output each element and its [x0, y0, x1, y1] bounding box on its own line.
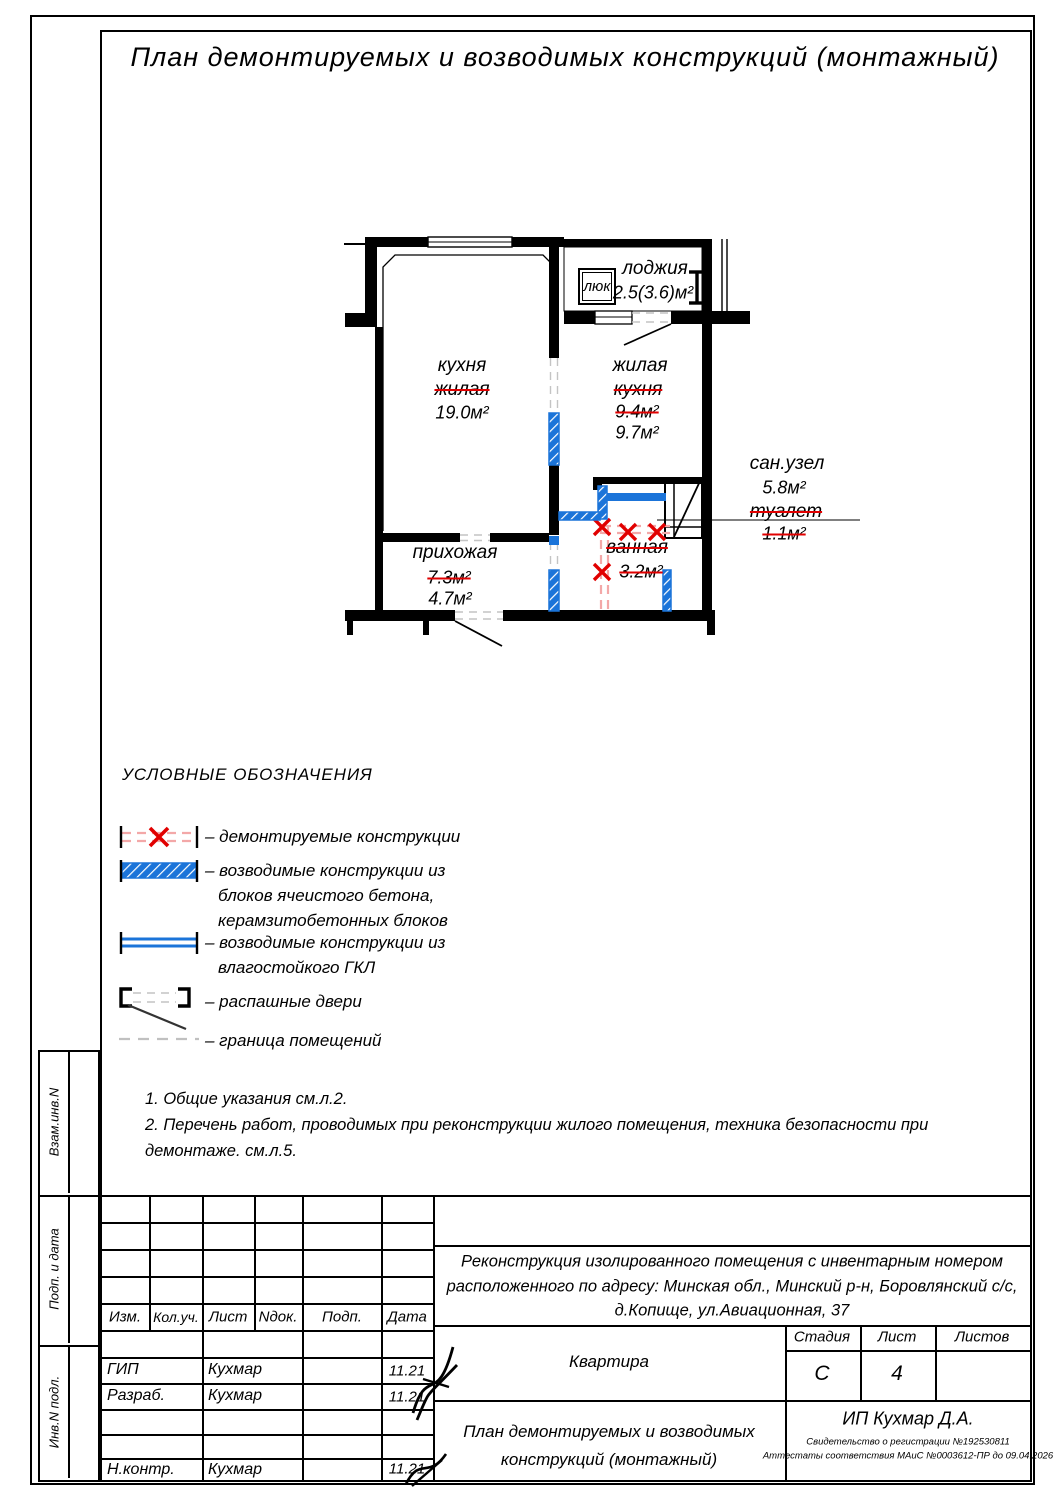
stamp-doc-line1: План демонтируемых и возводимых: [463, 1422, 755, 1441]
stamp-nkontr-name: Кухмар: [208, 1461, 263, 1478]
hatch-box: [578, 268, 616, 305]
signature-gip-razrab: [395, 1335, 470, 1425]
stamp-project-line1: Реконструкция изолированного помещения с инвентарным номером: [461, 1252, 1003, 1271]
room-hall-name: прихожая: [412, 542, 498, 563]
legend-label-gkl-2: влагостойкого ГКЛ: [218, 958, 376, 977]
legend-symbol-doors: [116, 985, 206, 1035]
stamp-stage-label: Стадия: [793, 1328, 851, 1346]
legend-label-boundary: – граница помещений: [205, 1031, 382, 1050]
side-label-inv: Инв.N подл.: [46, 1375, 62, 1449]
room-hall-old-area: 7.3м²: [427, 567, 471, 588]
stamp-col-list: Лист: [208, 1308, 248, 1326]
legend-title: УСЛОВНЫЕ ОБОЗНАЧЕНИЯ: [122, 765, 373, 784]
stamp-col-data: Дата: [387, 1308, 427, 1326]
room-living-old-name: кухня: [613, 379, 663, 400]
stamp-cert2: Аттестаты соответствия МАиС №0003612-ПР до 09.04.2026: [762, 1450, 1054, 1462]
stamp-list-label: Лист: [877, 1328, 917, 1346]
stamp-cert1: Свидетельство о регистрации №192530811: [806, 1436, 1010, 1448]
note-2: 2. Перечень работ, проводимых при реконструкции жилого помещения, техника безопасности при: [145, 1116, 929, 1134]
side-label-podp: Подп. и дата: [46, 1228, 62, 1310]
room-kitchen-old-name: жилая: [434, 379, 490, 400]
legend-symbol-boundary: [116, 1030, 202, 1048]
room-sanuzel-area: 5.8м²: [762, 477, 806, 498]
legend-label-doors: – распашные двери: [205, 992, 362, 1011]
stamp-company: ИП Кухмар Д.А.: [842, 1408, 974, 1429]
side-label-vzam: Взам.инв.N: [46, 1087, 62, 1157]
stamp-gip-name: Кухмар: [208, 1361, 263, 1378]
stamp-nkontr-date: 11.21: [388, 1460, 426, 1478]
stamp-col-koluch: Кол.уч.: [153, 1309, 199, 1325]
room-living-name: жилая: [612, 355, 668, 376]
room-kitchen-name: кухня: [437, 355, 487, 376]
room-sanuzel-name: сан.узел: [749, 453, 825, 474]
room-sanuzel-old-name: туалет: [749, 501, 823, 522]
room-bath-old-area: 3.2м²: [619, 561, 663, 582]
legend-symbol-demolished: [116, 824, 202, 850]
stamp-nkontr-role: Н.контр.: [107, 1461, 175, 1478]
stamp-razrab-date: 11.21: [388, 1388, 426, 1406]
sheet-title: План демонтируемых и возводимых конструкций (монтажный): [130, 42, 1000, 72]
stamp-gip-role: ГИП: [107, 1361, 139, 1378]
note-3: демонтаже. см.л.5.: [145, 1142, 297, 1160]
legend-symbol-blocks: [116, 858, 202, 884]
room-living-old-area: 9.4м²: [615, 401, 659, 422]
legend-label-gkl-1: – возводимые конструкции из: [205, 933, 446, 952]
legend-label-blocks-1: – возводимые конструкции из: [205, 861, 446, 880]
stamp-col-podp: Подп.: [322, 1308, 362, 1326]
room-kitchen-area: 19.0м²: [435, 402, 489, 423]
stamp-stage-value: С: [814, 1362, 830, 1385]
room-hall-area: 4.7м²: [428, 588, 472, 609]
stamp-object: Квартира: [569, 1352, 649, 1371]
stamp-project-line3: д.Копище, ул.Авиационная, 37: [614, 1301, 850, 1320]
stamp-col-ndok: Nдок.: [258, 1308, 298, 1326]
room-loggia-name: лоджия: [622, 258, 688, 279]
stamp-razrab-role: Разраб.: [107, 1387, 165, 1404]
room-living-area: 9.7м²: [615, 422, 659, 443]
room-sanuzel-old-area: 1.1м²: [762, 523, 806, 544]
stamp-razrab-name: Кухмар: [208, 1387, 263, 1404]
note-1: 1. Общие указания см.л.2.: [145, 1090, 348, 1108]
legend-label-blocks-3: керамзитобетонных блоков: [218, 911, 448, 930]
legend-label-blocks-2: блоков ячеистого бетона,: [218, 886, 435, 905]
room-loggia-area: 2.5(3.6)м²: [612, 282, 694, 303]
stamp-project-line2: расположенного по адресу: Минская обл., Минский р-н, Боровлянский с/с,: [446, 1277, 1018, 1296]
stamp-gip-date: 11.21: [388, 1362, 426, 1380]
stamp-list-value: 4: [891, 1362, 903, 1385]
signature-nkontr: [398, 1448, 458, 1493]
stamp-listov-label: Листов: [954, 1328, 1010, 1346]
room-bath-old-name: ванная: [606, 537, 668, 558]
legend-label-demolished: – демонтируемые конструкции: [205, 827, 461, 846]
hatch-label: люк: [583, 278, 611, 295]
legend-symbol-gkl: [116, 930, 202, 956]
stamp-doc-line2: конструкций (монтажный): [500, 1450, 718, 1469]
stamp-col-izm: Изм.: [109, 1308, 141, 1326]
